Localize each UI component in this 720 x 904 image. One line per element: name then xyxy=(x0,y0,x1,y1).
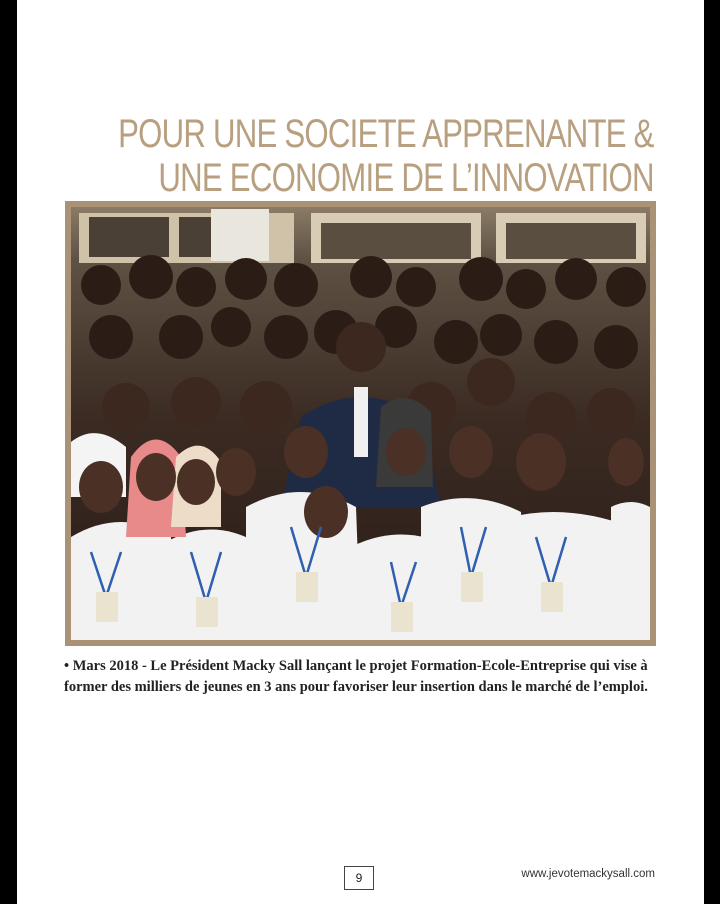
group-photo-image xyxy=(71,207,650,640)
page xyxy=(17,0,704,904)
page-number: 9 xyxy=(344,866,374,890)
page-title xyxy=(118,112,654,200)
website-url: www.jevotemackysall.com xyxy=(521,868,655,880)
title-line-1: POUR UNE SOCIETE APPRENANTE & xyxy=(118,112,654,156)
photo-frame xyxy=(65,201,656,646)
photo-caption: • Mars 2018 - Le Président Macky Sall lançant le projet Formation-Ecole-Entreprise qui vise à former des milliers de jeunes en 3 ans pour favoriser leur insertion dans le marché de l’emploi. xyxy=(64,658,648,695)
title-line-2: UNE ECONOMIE DE L’INNOVATION xyxy=(158,156,654,200)
